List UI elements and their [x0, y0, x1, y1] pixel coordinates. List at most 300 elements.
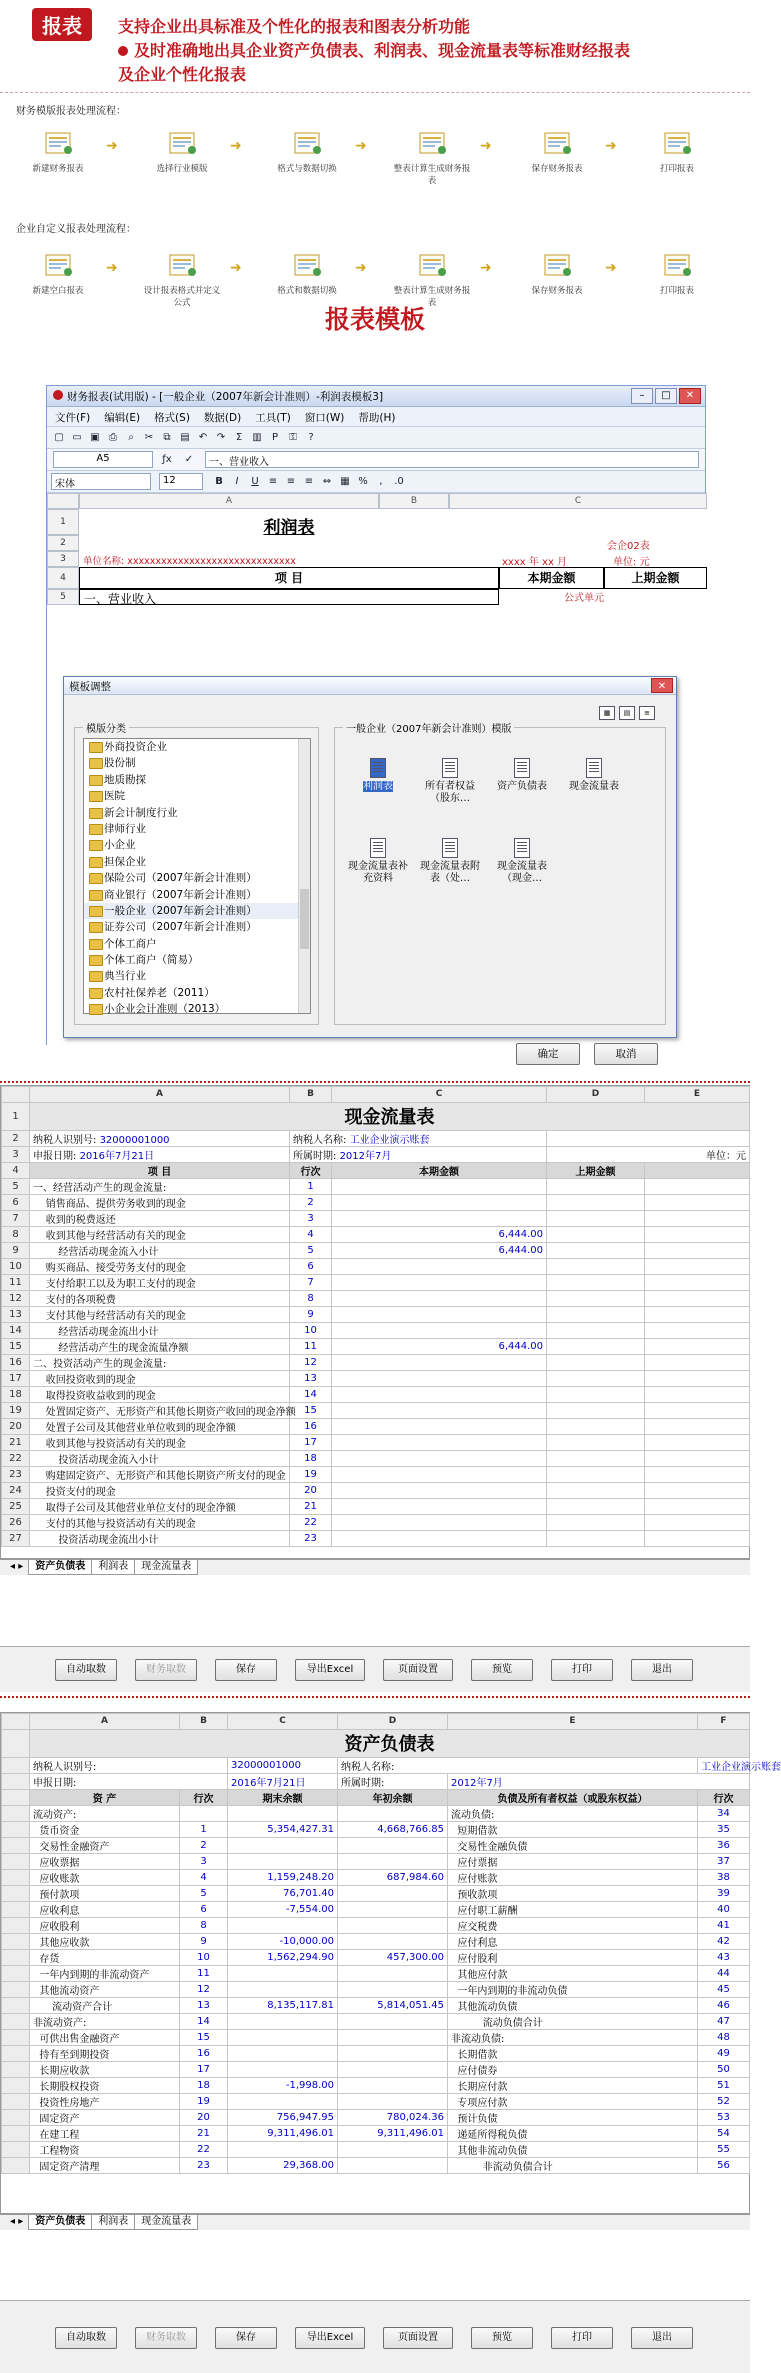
row-number: 15 — [2, 1338, 30, 1354]
end-balance-cell[interactable] — [228, 2045, 338, 2061]
liability-item-cell[interactable]: 应付利息 — [448, 1933, 698, 1949]
flow-step — [265, 252, 349, 296]
menu-item[interactable]: 编辑(E) — [104, 412, 141, 424]
prev-amount-cell[interactable] — [547, 1274, 645, 1290]
menu-item[interactable]: 窗口(W) — [304, 412, 345, 424]
end-balance-cell[interactable] — [228, 2029, 338, 2045]
item-cell[interactable]: 经营活动现金流入小计 — [30, 1242, 290, 1258]
menu-item[interactable]: 数据(D) — [203, 412, 242, 424]
template-label: 资产负债表 — [497, 781, 547, 792]
current-amount-cell[interactable] — [332, 1402, 547, 1418]
select-template-icon — [162, 130, 202, 158]
liability-item-cell[interactable]: 应付职工薪酬 — [448, 1901, 698, 1917]
category-item[interactable]: 地质勘探 — [84, 772, 310, 788]
begin-balance-cell[interactable]: 4,668,766.85 — [338, 1821, 448, 1837]
category-item[interactable]: 医院 — [84, 788, 310, 804]
arrow-right-icon: ➜ — [355, 260, 367, 276]
menu-item[interactable]: 格式(S) — [154, 412, 190, 424]
category-item[interactable]: 证券公司（2007年新会计准则） — [84, 919, 310, 935]
end-balance-cell[interactable]: -7,554.00 — [228, 1901, 338, 1917]
sheet-tab[interactable]: 资产负债表 — [28, 2215, 92, 2230]
row-number: 6 — [2, 1194, 30, 1210]
begin-balance-cell[interactable] — [338, 1933, 448, 1949]
item-cell[interactable]: 收到其他与经营活动有关的现金 — [30, 1226, 290, 1242]
liability-item-cell[interactable]: 短期借款 — [448, 1821, 698, 1837]
begin-balance-cell[interactable] — [338, 1901, 448, 1917]
liability-item-cell[interactable]: 预收款项 — [448, 1885, 698, 1901]
sheet-nav-arrows[interactable]: ◂ ▸ — [10, 2216, 24, 2227]
prev-amount-cell[interactable] — [547, 1242, 645, 1258]
sheet-tab[interactable]: 利润表 — [91, 1560, 135, 1575]
sheet-nav-arrows[interactable]: ◂ ▸ — [10, 1561, 24, 1572]
asset-item-cell[interactable]: 固定资产 — [30, 2109, 180, 2125]
asset-item-cell[interactable]: 长期股权投资 — [30, 2077, 180, 2093]
current-amount-cell[interactable] — [332, 1466, 547, 1482]
print-icon[interactable]: ⎙ — [109, 432, 117, 443]
asset-item-cell[interactable]: 流动资产合计 — [30, 1997, 180, 2013]
category-item[interactable]: 新会计制度行业 — [84, 805, 310, 821]
liability-item-cell[interactable]: 应付股利 — [448, 1949, 698, 1965]
begin-balance-cell[interactable] — [338, 2029, 448, 2045]
asset-item-cell[interactable]: 预付款项 — [30, 1885, 180, 1901]
liability-item-cell[interactable]: 其他应付款 — [448, 1965, 698, 1981]
asset-item-cell[interactable]: 非流动资产: — [30, 2013, 180, 2029]
row-number: 19 — [2, 1402, 30, 1418]
line-cell: 11 — [290, 1338, 332, 1354]
current-amount-cell[interactable] — [332, 1258, 547, 1274]
minimize-button[interactable]: – — [631, 388, 653, 404]
end-balance-cell[interactable]: 1,562,294.90 — [228, 1949, 338, 1965]
begin-balance-cell[interactable] — [338, 1805, 448, 1821]
liability-item-cell[interactable]: 流动负债: — [448, 1805, 698, 1821]
begin-balance-cell[interactable]: 687,984.60 — [338, 1869, 448, 1885]
font-size-select[interactable]: 12 — [159, 473, 203, 490]
col-header-a: A — [79, 493, 379, 509]
liability-item-cell[interactable]: 应付账款 — [448, 1869, 698, 1885]
current-amount-cell[interactable]: 6,444.00 — [332, 1338, 547, 1354]
paste-icon[interactable]: ▤ — [180, 432, 190, 443]
category-item[interactable]: 保险公司（2007年新会计准则） — [84, 870, 310, 886]
bold-icon[interactable]: B — [215, 476, 223, 487]
asset-item-cell[interactable]: 应收票据 — [30, 1853, 180, 1869]
prev-amount-cell[interactable] — [547, 1482, 645, 1498]
lock-icon[interactable]: ⚿ — [289, 432, 297, 443]
asset-item-cell[interactable]: 投资性房地产 — [30, 2093, 180, 2109]
asset-item-cell[interactable]: 其他应收款 — [30, 1933, 180, 1949]
begin-balance-cell[interactable] — [338, 2077, 448, 2093]
export-excel-button[interactable]: 导出Excel — [295, 1659, 365, 1681]
begin-balance-cell[interactable] — [338, 1965, 448, 1981]
prev-amount-cell[interactable] — [547, 1466, 645, 1482]
end-balance-cell[interactable]: 5,354,427.31 — [228, 1821, 338, 1837]
asset-item-cell[interactable]: 应收利息 — [30, 1901, 180, 1917]
liability-item-cell[interactable]: 交易性金融负债 — [448, 1837, 698, 1853]
prev-amount-cell[interactable] — [547, 1386, 645, 1402]
finance-fetch-button[interactable]: 财务取数 — [135, 1659, 197, 1681]
begin-balance-cell[interactable]: 457,300.00 — [338, 1949, 448, 1965]
table-row — [2, 2157, 750, 2173]
dialog-close-button[interactable]: ✕ — [651, 678, 673, 693]
liability-item-cell[interactable]: 专项应付款 — [448, 2093, 698, 2109]
formula-input[interactable]: 一、营业收入 — [205, 451, 699, 468]
current-amount-cell[interactable] — [332, 1514, 547, 1530]
auto-fetch-button[interactable]: 自动取数 — [55, 2327, 117, 2349]
current-amount-cell[interactable]: 6,444.00 — [332, 1226, 547, 1242]
table-row — [2, 1450, 750, 1466]
item-cell[interactable]: 购买商品、接受劳务支付的现金 — [30, 1258, 290, 1274]
prev-amount-cell[interactable] — [547, 1338, 645, 1354]
asset-item-cell[interactable]: 可供出售金融资产 — [30, 2029, 180, 2045]
line-cell: 16 — [290, 1418, 332, 1434]
header-line-1: 支持企业出具标准及个性化的报表和图表分析功能 — [118, 17, 471, 36]
asset-line-cell: 3 — [180, 1853, 228, 1869]
category-item[interactable]: 个体工商户（简易） — [84, 952, 310, 968]
begin-balance-cell[interactable] — [338, 2061, 448, 2077]
prev-amount-cell[interactable] — [547, 1434, 645, 1450]
exit-button[interactable]: 退出 — [631, 2327, 693, 2349]
page-setup-button[interactable]: 页面设置 — [383, 1659, 453, 1681]
end-balance-cell[interactable]: 76,701.40 — [228, 1885, 338, 1901]
liability-item-cell[interactable]: 一年内到期的非流动负债 — [448, 1981, 698, 1997]
cut-icon[interactable]: ✂ — [144, 432, 154, 443]
current-amount-cell[interactable] — [332, 1210, 547, 1226]
template-item[interactable] — [347, 838, 409, 885]
current-amount-cell[interactable] — [332, 1274, 547, 1290]
end-balance-cell[interactable]: -1,998.00 — [228, 2077, 338, 2093]
prev-amount-cell[interactable] — [547, 1178, 645, 1194]
font-select[interactable]: 宋体 — [51, 473, 151, 490]
page-setup-button[interactable]: 页面设置 — [383, 2327, 453, 2349]
prev-amount-cell[interactable] — [547, 1498, 645, 1514]
asset-line-cell: 10 — [180, 1949, 228, 1965]
menu-item[interactable]: 帮助(H) — [358, 412, 396, 424]
liability-item-cell[interactable]: 长期借款 — [448, 2045, 698, 2061]
end-balance-cell[interactable] — [228, 2093, 338, 2109]
liability-item-cell[interactable]: 递延所得税负债 — [448, 2125, 698, 2141]
column-header: C — [228, 1714, 338, 1730]
current-amount-cell[interactable] — [332, 1498, 547, 1514]
current-amount-cell[interactable] — [332, 1370, 547, 1386]
asset-item-cell[interactable]: 持有至到期投资 — [30, 2045, 180, 2061]
end-balance-cell[interactable] — [228, 1837, 338, 1853]
item-cell[interactable]: 收到其他与投资活动有关的现金 — [30, 1434, 290, 1450]
liability-item-cell[interactable]: 应付债券 — [448, 2061, 698, 2077]
period: xxxx 年 xx 月 — [502, 557, 568, 568]
sum-icon[interactable]: Σ — [235, 432, 243, 443]
category-item[interactable]: 小企业 — [84, 837, 310, 853]
ok-button[interactable]: 确定 — [516, 1043, 580, 1065]
begin-balance-cell[interactable]: 5,814,051.45 — [338, 1997, 448, 2013]
chart-icon[interactable]: ▥ — [252, 432, 262, 443]
category-item[interactable]: 小企业会计准则（2013） — [84, 1001, 310, 1017]
end-balance-cell[interactable] — [228, 1805, 338, 1821]
current-amount-cell[interactable] — [332, 1418, 547, 1434]
end-balance-cell[interactable]: 29,368.00 — [228, 2157, 338, 2173]
prev-amount-cell[interactable] — [547, 1514, 645, 1530]
current-amount-cell[interactable] — [332, 1306, 547, 1322]
prev-amount-cell[interactable] — [547, 1418, 645, 1434]
item-cell[interactable]: 二、投资活动产生的现金流量: — [30, 1354, 290, 1370]
comma-icon[interactable]: , — [379, 476, 383, 487]
category-item[interactable]: 个体工商户 — [84, 936, 310, 952]
copy-icon[interactable]: ⧉ — [163, 432, 171, 443]
maximize-button[interactable]: □ — [655, 388, 677, 404]
current-amount-cell[interactable] — [332, 1194, 547, 1210]
cashflow-sheet — [0, 1085, 750, 1559]
formula-cell[interactable]: 公式单元 — [564, 593, 604, 604]
template-item[interactable] — [347, 758, 409, 793]
preview-button[interactable]: 预览 — [471, 2327, 533, 2349]
liability-item-cell[interactable]: 预计负债 — [448, 2109, 698, 2125]
end-balance-cell[interactable] — [228, 2141, 338, 2157]
template-item[interactable] — [491, 758, 553, 793]
liability-item-cell[interactable]: 非流动负债合计 — [448, 2157, 698, 2173]
list-view-icon[interactable]: ≡ — [639, 706, 655, 720]
asset-item-cell[interactable]: 存货 — [30, 1949, 180, 1965]
menu-item[interactable]: 文件(F) — [55, 412, 91, 424]
current-amount-cell[interactable] — [332, 1178, 547, 1194]
table-row — [2, 1466, 750, 1482]
open-icon[interactable]: ▭ — [72, 432, 82, 443]
italic-icon[interactable]: I — [235, 476, 239, 487]
list-scrollbar[interactable] — [298, 739, 310, 1013]
template-item[interactable] — [563, 758, 625, 793]
item-cell[interactable]: 投资活动现金流出小计 — [30, 1530, 290, 1546]
cell-reference-box[interactable]: A5 — [53, 451, 153, 468]
table-row — [2, 2141, 750, 2157]
export-excel-button[interactable]: 导出Excel — [295, 2327, 365, 2349]
liability-item-cell[interactable]: 其他非流动负债 — [448, 2141, 698, 2157]
save-button[interactable]: 保存 — [215, 1659, 277, 1681]
item-cell[interactable]: 经营活动产生的现金流量净额 — [30, 1338, 290, 1354]
save-icon[interactable]: ▣ — [90, 432, 100, 443]
template-item[interactable] — [419, 758, 481, 805]
sheet-tab[interactable]: 资产负债表 — [28, 1560, 92, 1575]
print-report-icon — [657, 252, 697, 280]
revenue-row-label[interactable]: 一、营业收入 — [79, 589, 499, 605]
decimal-icon[interactable]: .0 — [394, 476, 404, 487]
item-cell[interactable]: 销售商品、提供劳务收到的现金 — [30, 1194, 290, 1210]
begin-balance-cell[interactable] — [338, 1837, 448, 1853]
begin-balance-cell[interactable] — [338, 1853, 448, 1869]
flow-step-label: 格式与数据切换 — [277, 164, 337, 174]
begin-balance-cell[interactable] — [338, 1981, 448, 1997]
border-icon[interactable]: ▦ — [340, 476, 350, 487]
item-cell[interactable]: 处置固定资产、无形资产和其他长期资产收回的现金净额 — [30, 1402, 290, 1418]
liability-line-cell: 42 — [698, 1933, 750, 1949]
menu-item[interactable]: 工具(T) — [255, 412, 291, 424]
current-amount-cell[interactable] — [332, 1434, 547, 1450]
new-icon[interactable]: ▢ — [54, 432, 64, 443]
finance-fetch-button[interactable]: 财务取数 — [135, 2327, 197, 2349]
cancel-button[interactable]: 取消 — [594, 1043, 658, 1065]
align-right-icon[interactable]: ≡ — [304, 476, 314, 487]
template-item[interactable] — [491, 838, 553, 885]
asset-item-cell[interactable]: 一年内到期的非流动资产 — [30, 1965, 180, 1981]
end-balance-cell[interactable]: 756,947.95 — [228, 2109, 338, 2125]
category-item[interactable]: 外商投资企业 — [84, 739, 310, 755]
p-icon[interactable]: P — [271, 432, 279, 443]
taxpayer-name-field — [290, 1130, 547, 1146]
prev-amount-cell[interactable] — [547, 1210, 645, 1226]
prev-amount-cell[interactable] — [547, 1322, 645, 1338]
prev-amount-cell[interactable] — [547, 1194, 645, 1210]
end-balance-cell[interactable]: 9,311,496.01 — [228, 2125, 338, 2141]
category-item[interactable]: 担保企业 — [84, 854, 310, 870]
category-item[interactable]: 农村社保养老（2011） — [84, 985, 310, 1001]
percent-icon[interactable]: % — [358, 476, 368, 487]
end-balance-cell[interactable] — [228, 2013, 338, 2029]
merge-icon[interactable]: ⇔ — [322, 476, 332, 487]
column-header: E — [645, 1087, 750, 1103]
end-balance-cell[interactable] — [228, 1965, 338, 1981]
item-cell[interactable]: 一、经营活动产生的现金流量: — [30, 1178, 290, 1194]
current-amount-cell[interactable] — [332, 1354, 547, 1370]
begin-balance-cell[interactable]: 780,024.36 — [338, 2109, 448, 2125]
begin-balance-cell[interactable] — [338, 1917, 448, 1933]
current-amount-cell[interactable] — [332, 1450, 547, 1466]
asset-item-cell[interactable]: 货币资金 — [30, 1821, 180, 1837]
category-item[interactable]: 一般企业（2007年新会计准则） — [84, 903, 310, 919]
asset-item-cell[interactable]: 其他流动资产 — [30, 1981, 180, 1997]
liability-item-cell[interactable]: 流动负债合计 — [448, 2013, 698, 2029]
item-cell[interactable]: 支付的各项税费 — [30, 1290, 290, 1306]
prev-amount-cell[interactable] — [547, 1306, 645, 1322]
asset-item-cell[interactable]: 工程物资 — [30, 2141, 180, 2157]
category-item[interactable]: 股份制 — [84, 755, 310, 771]
begin-balance-cell[interactable] — [338, 2013, 448, 2029]
asset-line-cell: 16 — [180, 2045, 228, 2061]
help-icon[interactable]: ? — [308, 432, 314, 443]
align-center-icon[interactable]: ≡ — [286, 476, 296, 487]
asset-item-cell[interactable]: 固定资产清理 — [30, 2157, 180, 2173]
item-cell[interactable]: 支付的其他与投资活动有关的现金 — [30, 1514, 290, 1530]
asset-line-cell: 6 — [180, 1901, 228, 1917]
row-header: 2 — [47, 535, 79, 551]
begin-balance-cell[interactable] — [338, 2093, 448, 2109]
item-cell[interactable]: 投资支付的现金 — [30, 1482, 290, 1498]
item-cell[interactable]: 取得子公司及其他营业单位支付的现金净额 — [30, 1498, 290, 1514]
begin-balance-cell[interactable] — [338, 2141, 448, 2157]
template-item[interactable] — [419, 838, 481, 885]
align-left-icon[interactable]: ≡ — [268, 476, 278, 487]
small-icons-view-icon[interactable]: ▤ — [619, 706, 635, 720]
confirm-icon[interactable]: ✓ — [184, 454, 194, 465]
liability-item-cell[interactable]: 长期应付款 — [448, 2077, 698, 2093]
prev-amount-cell[interactable] — [547, 1226, 645, 1242]
preview-button[interactable]: 预览 — [471, 1659, 533, 1681]
asset-item-cell[interactable]: 应收股利 — [30, 1917, 180, 1933]
current-amount-cell[interactable] — [332, 1290, 547, 1306]
fx-icon[interactable]: ƒx — [162, 454, 172, 465]
category-item[interactable]: 商业银行（2007年新会计准则） — [84, 887, 310, 903]
item-cell[interactable]: 经营活动现金流出小计 — [30, 1322, 290, 1338]
liability-item-cell[interactable]: 应付票据 — [448, 1853, 698, 1869]
category-list[interactable] — [83, 738, 311, 1014]
table-header: 行次 — [180, 1789, 228, 1805]
end-balance-cell[interactable]: 1,159,248.20 — [228, 1869, 338, 1885]
item-cell[interactable]: 支付给职工以及为职工支付的现金 — [30, 1274, 290, 1290]
undo-icon[interactable]: ↶ — [198, 432, 208, 443]
prev-amount-cell[interactable] — [547, 1370, 645, 1386]
sheet-tab[interactable]: 现金流量表 — [134, 1560, 198, 1575]
print-button[interactable]: 打印 — [551, 1659, 613, 1681]
item-cell[interactable]: 购建固定资产、无形资产和其他长期资产所支付的现金 — [30, 1466, 290, 1482]
large-icons-view-icon[interactable]: ▦ — [599, 706, 615, 720]
item-cell[interactable]: 支付其他与经营活动有关的现金 — [30, 1306, 290, 1322]
liability-item-cell[interactable]: 应交税费 — [448, 1917, 698, 1933]
exit-button[interactable]: 退出 — [631, 1659, 693, 1681]
current-amount-cell[interactable] — [332, 1530, 547, 1546]
flow-step — [16, 252, 100, 296]
begin-balance-cell[interactable] — [338, 1885, 448, 1901]
item-cell[interactable]: 收回投资收到的现金 — [30, 1370, 290, 1386]
current-amount-cell[interactable] — [332, 1322, 547, 1338]
underline-icon[interactable]: U — [251, 476, 259, 487]
table-header: 行次 — [290, 1162, 332, 1178]
prev-amount-cell[interactable] — [547, 1402, 645, 1418]
template-label: 利润表 — [363, 781, 393, 792]
end-balance-cell[interactable] — [228, 1981, 338, 1997]
auto-fetch-button[interactable]: 自动取数 — [55, 1659, 117, 1681]
end-balance-cell[interactable] — [228, 2061, 338, 2077]
asset-item-cell[interactable]: 长期应收款 — [30, 2061, 180, 2077]
current-amount-cell[interactable] — [332, 1386, 547, 1402]
item-cell[interactable]: 取得投资收益收到的现金 — [30, 1386, 290, 1402]
liability-line-cell: 56 — [698, 2157, 750, 2173]
preview-icon[interactable]: ⌕ — [128, 432, 134, 443]
item-cell[interactable]: 收到的税费返还 — [30, 1210, 290, 1226]
prev-amount-cell[interactable] — [547, 1258, 645, 1274]
end-balance-cell[interactable] — [228, 1853, 338, 1869]
save-button[interactable]: 保存 — [215, 2327, 277, 2349]
begin-balance-cell[interactable] — [338, 2045, 448, 2061]
asset-item-cell[interactable]: 流动资产: — [30, 1805, 180, 1821]
end-balance-cell[interactable]: -10,000.00 — [228, 1933, 338, 1949]
column-header-row — [2, 1087, 750, 1103]
prev-amount-cell[interactable] — [547, 1354, 645, 1370]
current-amount-cell[interactable] — [332, 1482, 547, 1498]
print-button[interactable]: 打印 — [551, 2327, 613, 2349]
prev-amount-cell[interactable] — [547, 1530, 645, 1546]
liability-item-cell[interactable]: 非流动负债: — [448, 2029, 698, 2045]
liability-item-cell[interactable]: 其他流动负债 — [448, 1997, 698, 2013]
end-balance-cell[interactable] — [228, 1917, 338, 1933]
sheet-tab[interactable]: 利润表 — [91, 2215, 135, 2230]
end-balance-cell[interactable]: 8,135,117.81 — [228, 1997, 338, 2013]
asset-item-cell[interactable]: 应收账款 — [30, 1869, 180, 1885]
liability-line-cell: 55 — [698, 2141, 750, 2157]
table-row — [2, 1805, 750, 1821]
close-button[interactable]: ✕ — [679, 388, 701, 404]
table-header: 行次 — [698, 1789, 750, 1805]
save-report-icon — [537, 252, 577, 280]
begin-balance-cell[interactable] — [338, 2157, 448, 2173]
item-cell[interactable]: 处置子公司及其他营业单位收到的现金净额 — [30, 1418, 290, 1434]
current-amount-cell[interactable]: 6,444.00 — [332, 1242, 547, 1258]
asset-item-cell[interactable]: 在建工程 — [30, 2125, 180, 2141]
begin-balance-cell[interactable]: 9,311,496.01 — [338, 2125, 448, 2141]
asset-item-cell[interactable]: 交易性金融资产 — [30, 1837, 180, 1853]
flow1-title: 财务模版报表处理流程： — [16, 106, 126, 117]
sheet-tab[interactable]: 现金流量表 — [134, 2215, 198, 2230]
redo-icon[interactable]: ↷ — [216, 432, 226, 443]
prev-amount-cell[interactable] — [547, 1450, 645, 1466]
prev-amount-cell[interactable] — [547, 1290, 645, 1306]
category-item[interactable]: 典当行业 — [84, 968, 310, 984]
category-item[interactable]: 律师行业 — [84, 821, 310, 837]
item-cell[interactable]: 投资活动现金流入小计 — [30, 1450, 290, 1466]
